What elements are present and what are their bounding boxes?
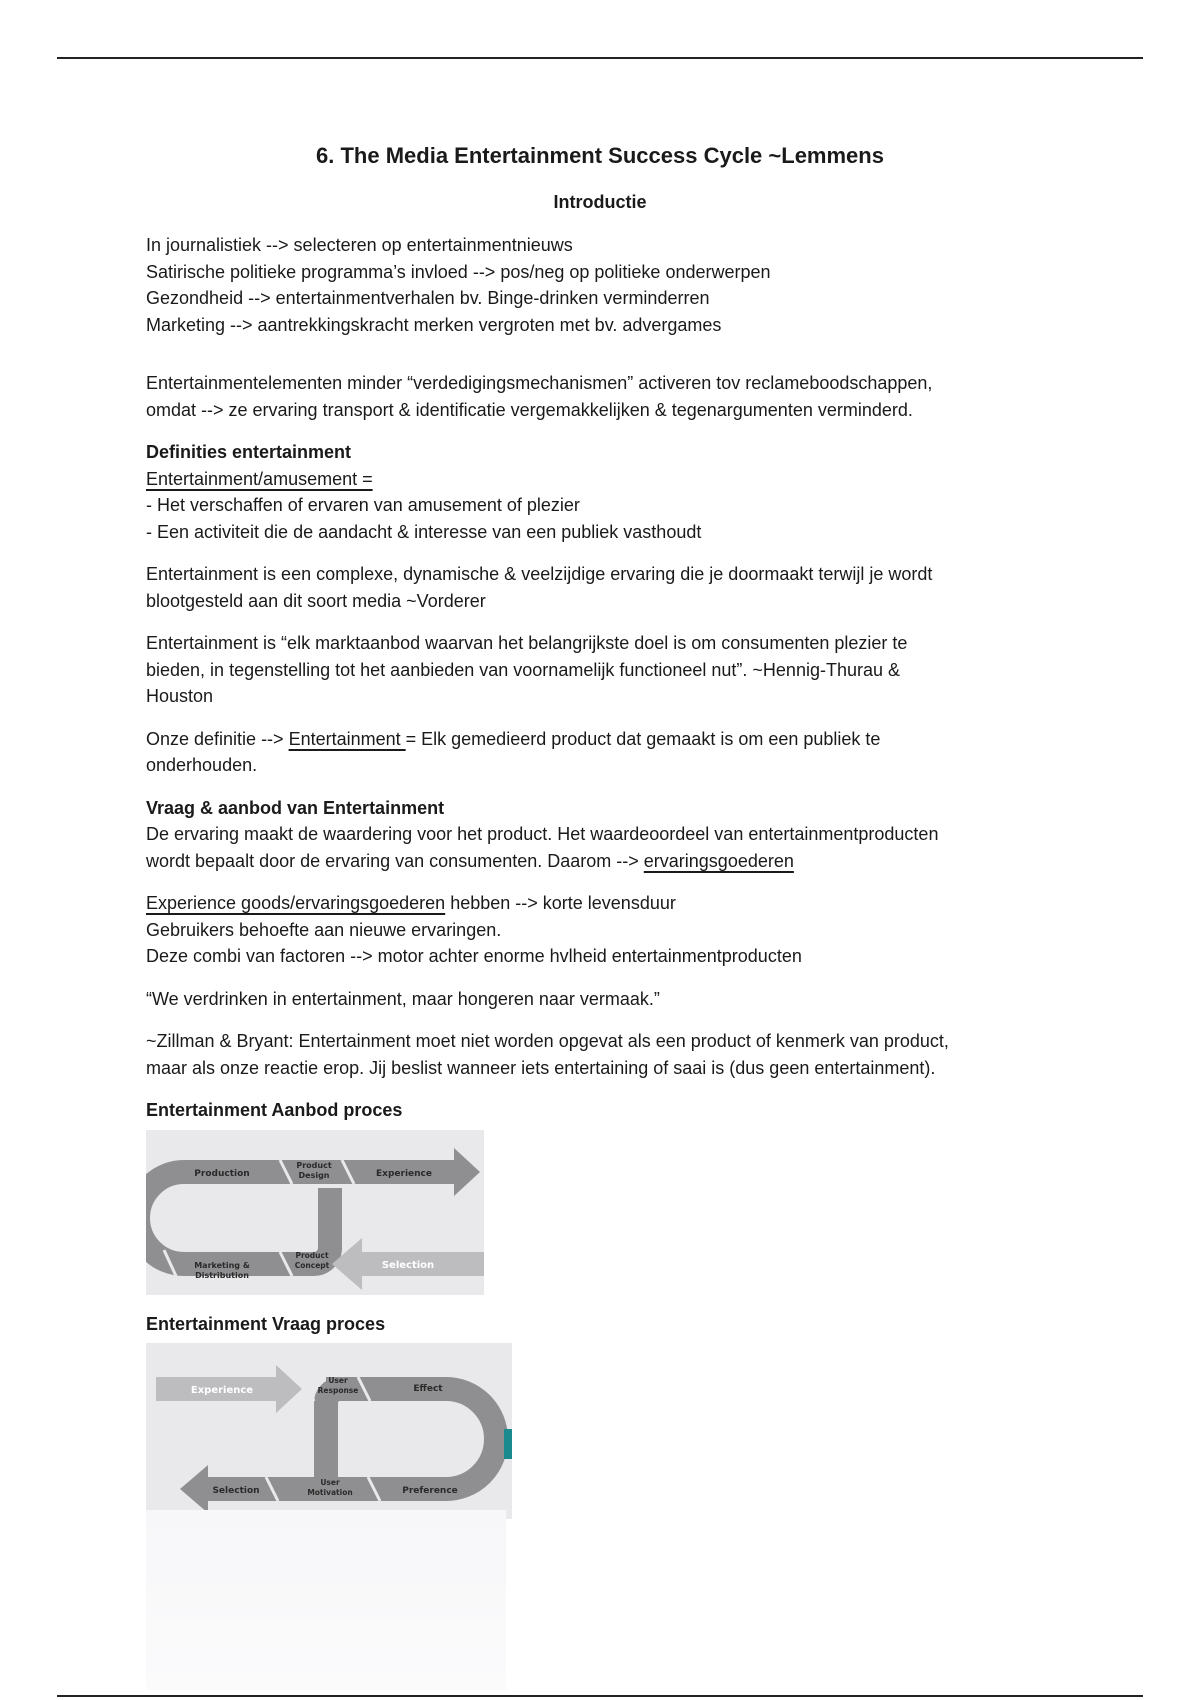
intro-line: Gezondheid --> entertainmentverhalen bv. Binge-drinken verminderren [146, 288, 710, 308]
label-experience: Experience [376, 1168, 432, 1179]
our-definition-line2: onderhouden. [146, 755, 258, 775]
teal-accent [504, 1429, 512, 1459]
label-selection: Selection [212, 1486, 260, 1496]
demand-loop-band [326, 1389, 496, 1489]
label-product-design-1: Product [296, 1160, 332, 1170]
label-marketing-2: Distribution [195, 1270, 249, 1280]
definitions-term: Entertainment/amusement = [146, 468, 373, 489]
supply-loop-band [146, 1172, 296, 1264]
experience-goods-line2: Gebruikers behoefte aan nieuwe ervaringen. [146, 919, 502, 940]
page-title: 6. The Media Entertainment Success Cycle ~Lemmens [316, 143, 884, 168]
intro-line: Satirische politieke programma’s invloed --> pos/neg op politieke onderwerpen [146, 261, 771, 282]
hennig-line: Entertainment is “elk marktaanbod waarvan het belangrijkste doel is om consumenten plezier te [146, 633, 908, 653]
our-definition-term: Entertainment [288, 728, 406, 749]
label-experience: Experience [190, 1385, 254, 1396]
label-production: Production [194, 1168, 250, 1179]
label-preference: Preference [402, 1486, 458, 1496]
demand-supply-prefix: wordt bepaalt door de ervaring van consumenten. Daarom --> [146, 850, 644, 871]
label-selection: Selection [381, 1259, 435, 1271]
experience-goods-line [146, 890, 1056, 917]
top-rule [57, 57, 1143, 59]
demand-process-diagram [146, 1343, 512, 1519]
label-concept-1: Product [295, 1250, 329, 1260]
experience-goods-line3: Deze combi van factoren --> motor achter enorme hvlheid entertainmentproducten [146, 946, 802, 966]
document-body [146, 232, 1056, 1519]
faint-image-area [146, 1510, 506, 1690]
quote-line: “We verdrinken in entertainment, maar hongeren naar vermaak.” [146, 988, 660, 1009]
hennig-line: bieden, in tegenstelling tot het aanbieden van voornamelijk functioneel nut”. ~Hennig-Thurau & [146, 659, 900, 680]
label-user-motivation-2: Motivation [307, 1488, 353, 1497]
definition-bullet: - Het verschaffen of ervaren van amusement of plezier [146, 495, 580, 515]
vorderer-line: blootgesteld aan dit soort media ~Vorderer [146, 590, 486, 611]
experience-goods-rest: hebben --> korte levensduur [445, 893, 676, 913]
demand-connector-band [326, 1389, 346, 1491]
our-definition-line [146, 726, 1056, 753]
definitions-term-line [146, 466, 1056, 493]
label-user-response-2: Response [317, 1386, 359, 1395]
hennig-line: Houston [146, 686, 214, 706]
experience-goods-term: Experience goods/ervaringsgoederen [146, 893, 446, 913]
vorderer-line: Entertainment is een complexe, dynamische & veelzijdige ervaring die je doormaakt terwijl je wordt [146, 564, 933, 584]
label-user-motivation-1: User [320, 1478, 340, 1487]
definitions-heading: Definities entertainment [146, 442, 352, 462]
intro-paragraph-line: Entertainmentelementen minder “verdedigingsmechanismen” activeren tov reclameboodschappen, [146, 373, 933, 393]
demand-supply-line [146, 848, 1056, 875]
zillman-line: ~Zillman & Bryant: Entertainment moet niet worden opgevat als een product of kenmerk van product, [146, 1031, 949, 1051]
section-title-introductie: Introductie [553, 192, 647, 212]
zillman-line: maar als onze reactie erop. Jij beslist wanneer iets entertaining of saai is (dus geen entertainment). [146, 1057, 936, 1078]
label-marketing-1: Marketing & [194, 1260, 250, 1270]
intro-paragraph-line: omdat --> ze ervaring transport & identificatie vergemakkelijken & tegenargumenten verminderd. [146, 399, 913, 420]
our-definition-prefix: Onze definitie --> [146, 728, 289, 749]
segment-separator [302, 1377, 314, 1401]
label-product-design-2: Design [298, 1170, 330, 1180]
intro-line: In journalistiek --> selecteren op entertainmentnieuws [146, 235, 573, 255]
supply-diagram-heading: Entertainment Aanbod proces [146, 1100, 403, 1120]
intro-line: Marketing --> aantrekkingskracht merken vergroten met bv. advergames [146, 314, 722, 335]
demand-supply-heading: Vraag & aanbod van Entertainment [146, 797, 445, 818]
label-user-response-1: User [328, 1376, 348, 1385]
demand-diagram-heading: Entertainment Vraag proces [146, 1313, 386, 1334]
ervaringsgoederen-term: ervaringsgoederen [643, 850, 794, 871]
label-concept-2: Concept [294, 1260, 330, 1270]
label-effect: Effect [413, 1384, 443, 1394]
bottom-rule [57, 1695, 1143, 1697]
our-definition-rest: = Elk gemedieerd product dat gemaakt is om een publiek te [405, 728, 881, 749]
supply-process-diagram [146, 1130, 484, 1295]
demand-supply-line: De ervaring maakt de waardering voor het product. Het waardeoordeel van entertainmentproducten [146, 824, 939, 844]
definition-bullet: - Een activiteit die de aandacht & interesse van een publiek vasthoudt [146, 521, 702, 542]
